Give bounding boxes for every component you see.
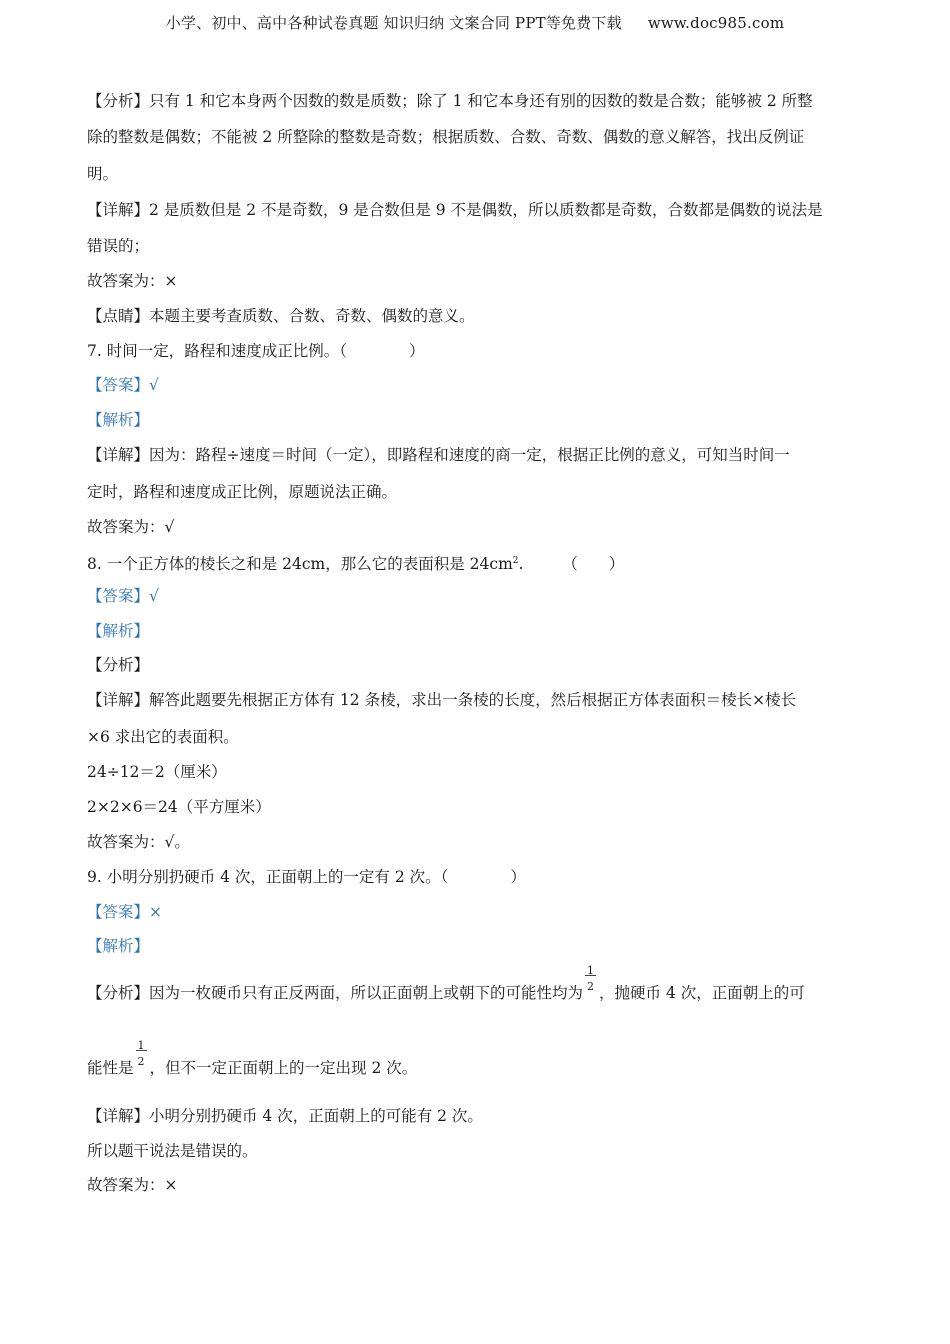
q7-answer-label: 【答案】√ xyxy=(87,376,159,394)
fraction-denominator: 2 xyxy=(137,1055,145,1068)
analysis-line-1: 【分析】只有 1 和它本身两个因数的数是质数；除了 1 和它本身还有别的因数的数是合数；能够被 2 所整 xyxy=(87,92,813,110)
q8-analysis-label: 【分析】 xyxy=(87,656,150,674)
header-title: 小学、初中、高中各种试卷真题 知识归纳 文案合同 PPT等免费下载 xyxy=(165,14,622,32)
q8-detail-line-2: ×6 求出它的表面积。 xyxy=(87,728,239,746)
header-url[interactable]: www.doc985.com xyxy=(647,14,785,32)
q8-answer-line: 故答案为：√。 xyxy=(87,833,190,851)
detail-line-1: 【详解】2 是质数但是 2 不是奇数，9 是合数但是 9 不是偶数，所以质数都是奇数，合数都是偶数的说法是 xyxy=(87,201,823,219)
question-7: 7. 时间一定，路程和速度成正比例。（ ） xyxy=(87,342,425,360)
q8-text-end: . （ ） xyxy=(518,555,625,574)
q9-detail-line: 【详解】小明分别扔硬币 4 次，正面朝上的可能有 2 次。 xyxy=(87,1107,483,1125)
analysis-line-2: 除的整数是偶数；不能被 2 所整除的整数是奇数；根据质数、合数、奇数、偶数的意义解答，找出反例证 xyxy=(87,128,805,146)
q7-detail-line-1: 【详解】因为：路程÷速度＝时间（一定），即路程和速度的商一定，根据正比例的意义，可知当时间一 xyxy=(87,446,790,464)
q7-detail-line-2: 定时，路程和速度成正比例，原题说法正确。 xyxy=(87,483,398,501)
q8-text: 8. 一个正方体的棱长之和是 24cm，那么它的表面积是 24cm xyxy=(87,555,513,574)
question-8 xyxy=(87,550,624,575)
q8-explanation-label: 【解析】 xyxy=(87,622,150,640)
q9-analysis-text-2: ，抛硬币 4 次，正面朝上的可 xyxy=(599,984,805,1002)
fraction-numerator: 1 xyxy=(587,964,595,977)
q7-answer-line: 故答案为：√ xyxy=(87,518,175,536)
q8-calc-line-2: 2×2×6＝24（平方厘米） xyxy=(87,798,271,816)
fraction-one-half-2 xyxy=(136,1039,148,1079)
q8-calc-line-1: 24÷12＝2（厘米） xyxy=(87,763,227,781)
fraction-denominator: 2 xyxy=(587,980,595,993)
fraction-one-half xyxy=(585,964,597,1004)
q7-explanation-label: 【解析】 xyxy=(87,411,150,429)
detail-line-2: 错误的； xyxy=(87,237,150,255)
q9-analysis-line-2 xyxy=(87,1039,418,1079)
page-header xyxy=(0,12,950,33)
question-9: 9. 小明分别扔硬币 4 次，正面朝上的一定有 2 次。（ ） xyxy=(87,868,526,886)
q9-analysis-line-1 xyxy=(87,964,805,1004)
q9-conclusion-line: 所以题干说法是错误的。 xyxy=(87,1142,258,1160)
q9-answer-label: 【答案】× xyxy=(87,903,162,921)
q9-analysis-text-1: 【分析】因为一枚硬币只有正反两面，所以正面朝上或朝下的可能性均为 xyxy=(87,984,584,1002)
q8-superscript: 2 xyxy=(512,556,519,566)
analysis-line-3: 明。 xyxy=(87,165,119,183)
q9-answer-line: 故答案为：× xyxy=(87,1176,178,1194)
q9-analysis-text-4: ，但不一定正面朝上的一定出现 2 次。 xyxy=(149,1059,418,1077)
q9-explanation-label: 【解析】 xyxy=(87,937,150,955)
answer-line: 故答案为：× xyxy=(87,272,178,290)
q8-answer-label: 【答案】√ xyxy=(87,587,159,605)
q8-detail-line-1: 【详解】解答此题要先根据正方体有 12 条棱，求出一条棱的长度，然后根据正方体表面积＝棱长×棱长 xyxy=(87,691,797,709)
q9-analysis-text-3: 能性是 xyxy=(87,1059,134,1077)
fraction-numerator: 1 xyxy=(137,1039,145,1052)
remark-line: 【点睛】本题主要考查质数、合数、奇数、偶数的意义。 xyxy=(87,307,475,325)
